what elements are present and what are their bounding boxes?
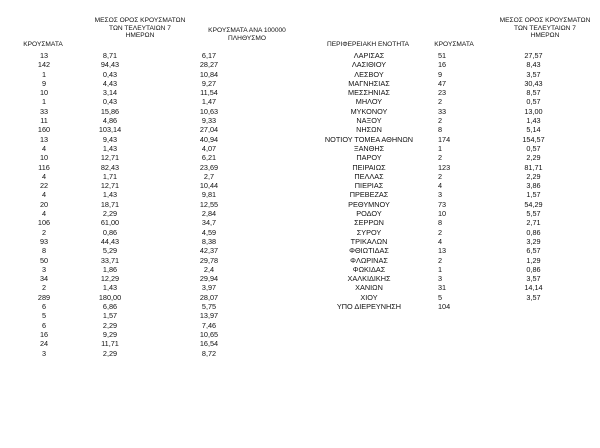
header-left-avg7	[92, 17, 188, 40]
table-row	[304, 70, 581, 79]
table-row	[24, 349, 262, 358]
cases-cell: 20	[39, 199, 49, 209]
avg7-cell: 1,71	[102, 171, 118, 181]
per100k-cell: 13,97	[199, 311, 219, 321]
table-row	[24, 321, 262, 330]
cases-cell: 47	[438, 78, 447, 88]
avg7-cell	[486, 302, 581, 311]
per100k-cell: 27,04	[199, 125, 219, 135]
avg7-cell: 2,29	[102, 348, 118, 358]
avg7-cell: 61,00	[100, 218, 120, 228]
cases-cell: 9	[438, 69, 443, 79]
region-cell: ΠΙΕΡΙΑΣ	[354, 181, 384, 191]
avg7-cell: 2,29	[102, 209, 118, 219]
table-row	[304, 283, 581, 292]
table-row	[304, 302, 581, 311]
table-row	[24, 330, 262, 339]
avg7-cell: 1,29	[526, 255, 541, 265]
cases-cell: 5	[438, 292, 443, 302]
per100k-cell: 29,78	[199, 255, 219, 265]
avg7-cell: 0,86	[526, 264, 541, 274]
avg7-cell: 3,57	[526, 69, 541, 79]
avg7-cell: 1,57	[102, 311, 118, 321]
header-line: ΤΩΝ ΤΕΛΕΥΤΑΙΩΝ 7	[109, 24, 171, 32]
per100k-cell: 29,94	[199, 274, 219, 284]
cases-cell: 2	[438, 227, 443, 237]
cases-cell: 11	[40, 116, 48, 126]
cases-cell: 1	[438, 264, 443, 274]
per100k-cell: 9,33	[201, 116, 217, 126]
avg7-cell: 8,57	[526, 88, 541, 98]
per100k-cell: 6,17	[201, 51, 217, 60]
cases-cell: 93	[39, 236, 49, 246]
avg7-cell: 3,86	[526, 181, 541, 191]
table-row	[304, 97, 581, 106]
avg7-cell: 2,29	[526, 153, 541, 163]
cases-cell: 13	[438, 246, 447, 256]
table-row	[24, 51, 262, 60]
region-cell: ΜΗΛΟΥ	[355, 97, 383, 107]
header-left-cases	[18, 41, 68, 49]
header-line: ΜΕΣΟΣ ΟΡΟΣ ΚΡΟΥΣΜΑΤΩΝ	[499, 17, 591, 24]
table-row	[24, 209, 262, 218]
avg7-cell: 1,43	[102, 143, 118, 153]
table-row	[24, 274, 262, 283]
cases-cell: 116	[38, 162, 50, 172]
avg7-cell: 1,43	[526, 116, 541, 126]
avg7-cell: 12,29	[100, 274, 120, 284]
per100k-cell: 8,72	[201, 348, 217, 358]
table-row	[24, 144, 262, 153]
region-cell: ΤΡΙΚΑΛΩΝ	[350, 236, 388, 246]
table-row	[304, 256, 581, 265]
table-row	[24, 228, 262, 237]
region-cell: ΜΑΓΝΗΣΙΑΣ	[348, 78, 390, 88]
cases-cell: 2	[438, 255, 443, 265]
avg7-cell: 3,29	[526, 236, 541, 246]
table-row	[304, 88, 581, 97]
cases-cell: 4	[41, 209, 47, 219]
cases-cell: 3	[41, 348, 47, 358]
header-line: ΤΩΝ ΤΕΛΕΥΤΑΙΩΝ 7	[514, 24, 576, 32]
avg7-cell: 81,71	[524, 162, 543, 172]
avg7-cell: 44,43	[100, 236, 120, 246]
table-row	[24, 135, 262, 144]
cases-cell: 142	[37, 60, 51, 70]
cases-cell: 23	[438, 88, 447, 98]
table-row	[24, 116, 262, 125]
table-row	[304, 172, 581, 181]
avg7-cell: 11,71	[101, 339, 119, 349]
table-row	[24, 153, 262, 162]
table-row	[24, 88, 262, 97]
table-row	[24, 79, 262, 88]
table-row	[304, 246, 581, 255]
avg7-cell: 8,43	[526, 60, 541, 70]
table-row	[24, 256, 262, 265]
header-line: ΚΡΟΥΣΜΑΤΑ ΑΝΑ 100000	[208, 27, 286, 34]
region-cell: ΞΑΝΘΗΣ	[353, 143, 385, 153]
header-line: ΗΜΕΡΩΝ	[530, 32, 560, 40]
table-row	[24, 107, 262, 116]
cases-cell: 2	[438, 116, 443, 126]
cases-cell: 160	[37, 125, 51, 135]
cases-cell: 4	[41, 143, 47, 153]
cases-cell: 289	[37, 292, 51, 302]
table-row	[24, 237, 262, 246]
cases-cell: 174	[438, 134, 451, 144]
avg7-cell: 0,57	[526, 97, 541, 107]
avg7-cell: 94,43	[100, 60, 120, 70]
region-cell: ΥΠΟ ΔΙΕΡΕΥΝΗΣΗ	[336, 302, 402, 312]
per100k-cell: 10,63	[199, 106, 219, 116]
avg7-cell: 33,71	[100, 255, 120, 265]
cases-cell: 50	[39, 255, 49, 265]
per100k-cell: 9,27	[201, 78, 217, 88]
avg7-cell: 9,29	[102, 329, 118, 339]
header-line: ΚΡΟΥΣΜΑΤΑ	[434, 41, 474, 48]
cases-cell: 8	[438, 125, 443, 135]
avg7-cell: 5,29	[102, 246, 118, 256]
per100k-cell: 42,37	[199, 246, 219, 256]
per100k-cell: 10,44	[199, 181, 219, 191]
table-row	[24, 172, 262, 181]
table-row	[24, 125, 262, 134]
header-line: ΜΕΣΟΣ ΟΡΟΣ ΚΡΟΥΣΜΑΤΩΝ	[94, 17, 186, 24]
region-cell: ΛΕΣΒΟΥ	[354, 69, 384, 79]
header-right-cases	[424, 41, 484, 49]
cases-cell: 4	[41, 190, 47, 200]
per100k-cell: 3,97	[201, 283, 217, 293]
avg7-cell: 9,43	[102, 134, 118, 144]
right-data-table	[304, 51, 581, 311]
avg7-cell: 1,43	[102, 283, 118, 293]
cases-cell: 2	[438, 171, 443, 181]
table-row	[304, 116, 581, 125]
avg7-cell: 2,29	[102, 320, 118, 330]
avg7-cell: 18,71	[100, 199, 120, 209]
table-row	[24, 283, 262, 292]
cases-cell: 4	[438, 181, 443, 191]
per100k-cell: 16,54	[199, 339, 219, 349]
cases-cell: 1	[438, 143, 443, 153]
avg7-cell: 8,71	[102, 51, 118, 60]
header-right-avg7	[490, 17, 600, 40]
per100k-cell: 2,84	[201, 209, 217, 219]
avg7-cell: 0,86	[526, 227, 541, 237]
cases-cell: 3	[438, 190, 443, 200]
per100k-cell: 23,69	[199, 162, 219, 172]
region-cell: ΠΕΙΡΑΙΩΣ	[352, 162, 386, 172]
table-row	[24, 265, 262, 274]
region-cell: ΧΙΟΥ	[360, 292, 378, 302]
per100k-cell: 1,47	[201, 97, 217, 107]
table-row	[304, 274, 581, 283]
table-row	[24, 163, 262, 172]
cases-cell: 2	[438, 97, 443, 107]
cases-cell: 10	[39, 88, 49, 98]
region-cell: ΦΩΚΙΔΑΣ	[352, 264, 386, 274]
avg7-cell: 5,57	[526, 209, 541, 219]
region-cell: ΠΡΕΒΕΖΑΣ	[349, 190, 389, 200]
avg7-cell: 6,86	[102, 302, 118, 312]
table-row	[304, 163, 581, 172]
region-cell: ΦΛΩΡΙΝΑΣ	[350, 255, 388, 265]
per100k-cell: 2,4	[203, 264, 215, 274]
cases-cell: 1	[41, 97, 47, 107]
cases-cell: 10	[438, 209, 447, 219]
avg7-cell: 30,43	[524, 78, 543, 88]
table-row	[304, 265, 581, 274]
cases-cell: 6	[41, 320, 47, 330]
table-row	[24, 60, 262, 69]
cases-cell: 4	[438, 236, 443, 246]
table-row	[24, 190, 262, 199]
table-row	[24, 302, 262, 311]
cases-cell: 2	[41, 227, 47, 237]
avg7-cell: 15,86	[100, 106, 120, 116]
avg7-cell: 0,43	[102, 97, 118, 107]
table-row	[304, 218, 581, 227]
per100k-cell: 6,21	[201, 153, 217, 163]
cases-cell: 8	[41, 246, 47, 256]
region-cell: ΣΥΡΟΥ	[356, 227, 382, 237]
cases-cell: 22	[39, 181, 49, 191]
avg7-cell: 82,43	[100, 162, 120, 172]
header-line: ΠΕΡΙΦΕΡΕΙΑΚΗ ΕΝΟΤΗΤΑ	[326, 41, 410, 48]
avg7-cell: 2,29	[526, 171, 541, 181]
table-row	[304, 293, 581, 302]
per100k-cell: 10,65	[199, 329, 219, 339]
avg7-cell: 2,71	[526, 218, 541, 228]
table-row	[304, 153, 581, 162]
avg7-cell: 180,00	[98, 292, 122, 302]
cases-cell: 51	[438, 51, 447, 60]
per100k-cell: 34,7	[201, 218, 217, 228]
avg7-cell: 1,57	[526, 190, 541, 200]
region-cell: ΦΘΙΩΤΙΔΑΣ	[349, 246, 389, 256]
per100k-cell: 12,55	[199, 199, 219, 209]
avg7-cell: 0,86	[102, 227, 118, 237]
table-row	[24, 246, 262, 255]
cases-cell: 34	[39, 274, 49, 284]
region-cell: ΧΑΝΙΩΝ	[355, 283, 383, 293]
table-row	[24, 311, 262, 320]
header-line: ΠΛΗΘΥΣΜΟ	[228, 34, 266, 42]
avg7-cell: 12,71	[100, 153, 120, 163]
region-cell: ΝΗΣΩΝ	[356, 125, 382, 135]
avg7-cell: 3,57	[526, 292, 541, 302]
cases-cell: 33	[438, 106, 447, 116]
region-cell: ΡΟΔΟΥ	[356, 209, 382, 219]
cases-cell: 104	[438, 302, 451, 312]
per100k-cell: 10,84	[199, 69, 219, 79]
cases-cell: 10	[39, 153, 49, 163]
per100k-cell: 2,7	[203, 171, 215, 181]
avg7-cell: 103,14	[98, 125, 122, 135]
cases-cell: 13	[39, 51, 49, 60]
cases-cell: 2	[438, 153, 443, 163]
per100k-cell: 11,54	[200, 88, 218, 98]
cases-cell: 3	[41, 264, 47, 274]
avg7-cell: 4,43	[102, 78, 118, 88]
avg7-cell: 1,86	[102, 264, 118, 274]
table-row	[304, 200, 581, 209]
table-row	[304, 125, 581, 134]
avg7-cell: 27,57	[524, 51, 543, 60]
avg7-cell: 12,71	[100, 181, 120, 191]
table-row	[304, 228, 581, 237]
table-row	[304, 209, 581, 218]
avg7-cell: 154,57	[522, 134, 545, 144]
cases-cell: 16	[438, 60, 447, 70]
left-data-table	[24, 51, 262, 358]
region-cell: ΣΕΡΡΩΝ	[354, 218, 384, 228]
avg7-cell: 13,00	[524, 106, 543, 116]
region-cell: ΠΑΡΟΥ	[356, 153, 382, 163]
cases-cell: 33	[39, 106, 49, 116]
table-row	[304, 107, 581, 116]
cases-cell: 16	[39, 329, 49, 339]
header-left-per100k	[192, 27, 302, 42]
cases-cell: 106	[37, 218, 51, 228]
per100k-cell: 28,07	[199, 292, 219, 302]
header-line: ΚΡΟΥΣΜΑΤΑ	[23, 41, 63, 48]
table-row	[24, 181, 262, 190]
header-right-region	[298, 41, 438, 49]
cases-cell: 9	[41, 78, 47, 88]
avg7-cell: 0,57	[526, 143, 541, 153]
avg7-cell: 14,14	[524, 283, 543, 293]
cases-cell: 5	[41, 311, 47, 321]
table-row	[304, 237, 581, 246]
table-row	[24, 339, 262, 348]
region-cell: ΠΕΛΛΑΣ	[354, 171, 384, 181]
per100k-cell: 28,27	[199, 60, 219, 70]
region-cell: ΜΥΚΟΝΟΥ	[350, 106, 388, 116]
per100k-cell: 40,94	[199, 134, 219, 144]
table-row	[304, 79, 581, 88]
region-cell: ΝΑΞΟΥ	[356, 116, 382, 126]
avg7-cell: 54,29	[524, 199, 543, 209]
avg7-cell: 3,14	[102, 88, 118, 98]
cases-cell: 13	[39, 134, 49, 144]
avg7-cell: 6,57	[526, 246, 541, 256]
cases-cell: 2	[41, 283, 47, 293]
per100k-cell: 8,38	[201, 236, 217, 246]
avg7-cell: 4,86	[102, 116, 118, 126]
region-cell: ΜΕΣΣΗΝΙΑΣ	[348, 88, 390, 98]
table-row	[304, 60, 581, 69]
table-row	[24, 218, 262, 227]
table-row	[304, 181, 581, 190]
region-cell: ΛΑΣΙΘΙΟΥ	[351, 60, 387, 70]
avg7-cell: 5,14	[526, 125, 541, 135]
header-line: ΗΜΕΡΩΝ	[125, 32, 155, 40]
avg7-cell: 3,57	[526, 274, 541, 284]
region-cell: ΛΑΡΙΣΑΣ	[353, 51, 385, 60]
cases-cell: 24	[39, 339, 49, 349]
table-row	[304, 135, 581, 144]
region-cell: ΝΟΤΙΟΥ ΤΟΜΕΑ ΑΘΗΝΩΝ	[324, 134, 414, 144]
region-cell: ΡΕΘΥΜΝΟΥ	[348, 199, 390, 209]
per100k-cell: 4,07	[201, 143, 217, 153]
cases-cell: 1	[41, 69, 47, 79]
table-row	[24, 200, 262, 209]
avg7-cell: 1,43	[102, 190, 118, 200]
table-row	[304, 190, 581, 199]
cases-cell: 31	[438, 283, 447, 293]
per100k-cell: 7,46	[201, 320, 217, 330]
table-row	[24, 293, 262, 302]
table-row	[304, 51, 581, 60]
cases-cell: 123	[438, 162, 451, 172]
cases-cell: 73	[438, 199, 447, 209]
table-row	[304, 144, 581, 153]
cases-cell: 6	[41, 302, 47, 312]
table-row	[24, 70, 262, 79]
table-row	[24, 97, 262, 106]
region-cell: ΧΑΛΚΙΔΙΚΗΣ	[347, 274, 391, 284]
cases-cell: 4	[41, 171, 47, 181]
cases-cell: 8	[438, 218, 443, 228]
cases-cell: 3	[438, 274, 443, 284]
avg7-cell: 0,43	[102, 69, 118, 79]
per100k-cell: 9,81	[201, 190, 217, 200]
per100k-cell: 5,75	[201, 302, 217, 312]
per100k-cell: 4,59	[201, 227, 217, 237]
